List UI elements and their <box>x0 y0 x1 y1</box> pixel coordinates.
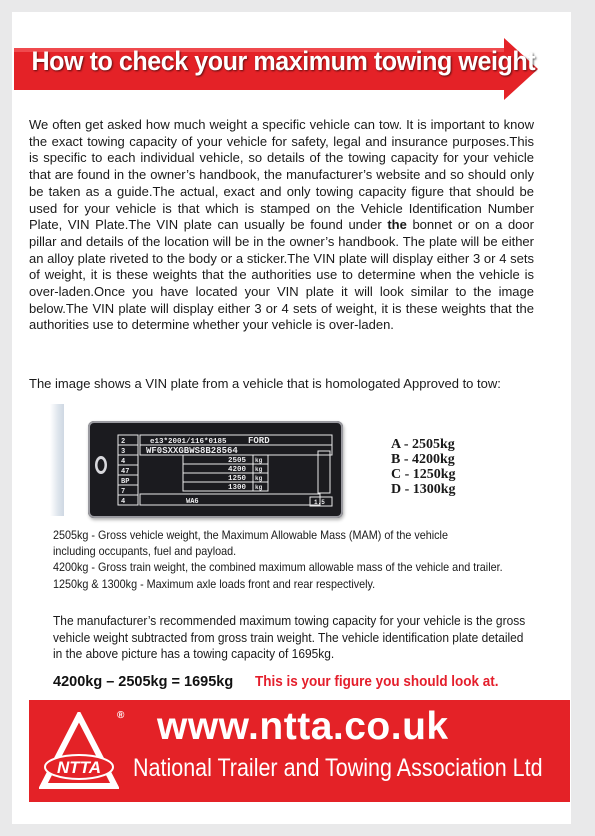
vin-bottom-code: WA6 <box>186 498 199 506</box>
definition-line: 2505kg - Gross vehicle weight, the Maximum Allowable Mass (MAM) of the vehicle <box>53 528 448 542</box>
summary-line: vehicle weight subtracted from gross train weight. The vehicle identification plate detailed <box>53 629 524 645</box>
vin-weight-item-b: B - 4200kg <box>391 452 455 467</box>
formula-note: This is your figure you should look at. <box>255 674 499 690</box>
header-banner <box>14 38 536 100</box>
vin-row-label: 4 <box>121 498 126 506</box>
vin-weight-a: 2505 <box>228 457 247 465</box>
vin-unit-a: kg <box>255 457 263 464</box>
intro-text-part2: bonnet or on a door pillar and details of the location will be in the owner’s handbook. The plate will be either an alloy plate riveted to the body or a sticker.The VIN plate will display either 3 or 4 sets of weight, it is these weights that the authorities use to determine when the vehicle is over-laden.Once you have located your VIN plate it will look similar to the image below.The VIN plate will display either 3 or 4 sets of weight, it is these weights that the authorities use to determine whether your vehicle is over-laden. <box>29 217 534 333</box>
page-title: How to check your maximum towing weight <box>31 46 536 76</box>
vin-weight-item-c: C - 1250kg <box>391 467 456 482</box>
vin-weight-b: 4200 <box>228 466 247 474</box>
vin-row-label: 2 <box>121 438 126 446</box>
website-link[interactable]: www.ntta.co.uk <box>157 705 449 748</box>
vin-unit-d: kg <box>255 484 263 491</box>
vin-unit-b: kg <box>255 466 263 473</box>
vin-weights-list <box>391 437 456 497</box>
vin-image-edge <box>50 404 64 516</box>
vin-row-label: 3 <box>121 448 126 456</box>
ntta-logo-icon <box>39 712 119 792</box>
vin-weight-item-d: D - 1300kg <box>391 482 456 497</box>
vin-weight-item-a: A - 2505kg <box>391 437 455 452</box>
vin-bottom-right: 1.5 <box>314 499 325 506</box>
definition-line: 1250kg & 1300kg - Maximum axle loads front and rear respectively. <box>53 576 376 591</box>
vin-approval-number: e13*2001/116*0185 <box>150 438 227 446</box>
vin-row-label: 47 <box>121 468 130 476</box>
footer-banner <box>29 700 570 802</box>
organisation-name: National Trailer and Towing Association Ltd <box>133 754 543 782</box>
intro-text-part1: We often get asked how much weight a specific vehicle can tow. It is important to know the exact towing capacity of your vehicle for safety, legal and insurance purposes.This is specific to each individual vehicle, so details of the towing capacity for your vehicle that are found in the owner’s handbook, the manufacturer’s website and so should only be taken as a guide.The actual, exact and only towing capacity figure that should be used for your vehicle is that which is stamped on the Vehicle Identification Number Plate, VIN Plate.The VIN plate can usually be found under <box>29 117 534 233</box>
summary-paragraph <box>53 613 543 663</box>
registered-mark: ® <box>117 710 125 721</box>
vin-weight-d: 1300 <box>228 484 247 492</box>
summary-line: The manufacturer’s recommended maximum towing capacity for your vehicle is the gross <box>53 613 526 628</box>
vin-unit-c: kg <box>255 475 263 482</box>
logo-text: NTTA <box>56 758 102 777</box>
vin-brand: FORD <box>248 436 270 446</box>
summary-line: in the above picture has a towing capacity of 1695kg. <box>53 646 335 661</box>
vin-plate-image <box>88 421 343 518</box>
vin-plate-drawing <box>88 421 343 518</box>
intro-paragraph <box>29 117 534 334</box>
vin-row-label: 4 <box>121 458 126 466</box>
vin-row-label: 7 <box>121 488 126 496</box>
intro-bold-word: the <box>387 217 407 233</box>
vin-weight-c: 1250 <box>228 475 247 483</box>
vin-number: WF0SXXGBWS8B28564 <box>146 446 238 456</box>
definition-line: including occupants, fuel and payload. <box>53 544 237 559</box>
vin-row-label: BP <box>121 478 130 486</box>
image-caption: The image shows a VIN plate from a vehicle that is homologated Approved to tow: <box>29 376 501 391</box>
definition-line: 4200kg - Gross train weight, the combined maximum allowable mass of the vehicle and trailer. <box>53 560 503 575</box>
weight-definitions <box>53 527 543 592</box>
towing-formula: 4200kg – 2505kg = 1695kg <box>53 674 234 690</box>
